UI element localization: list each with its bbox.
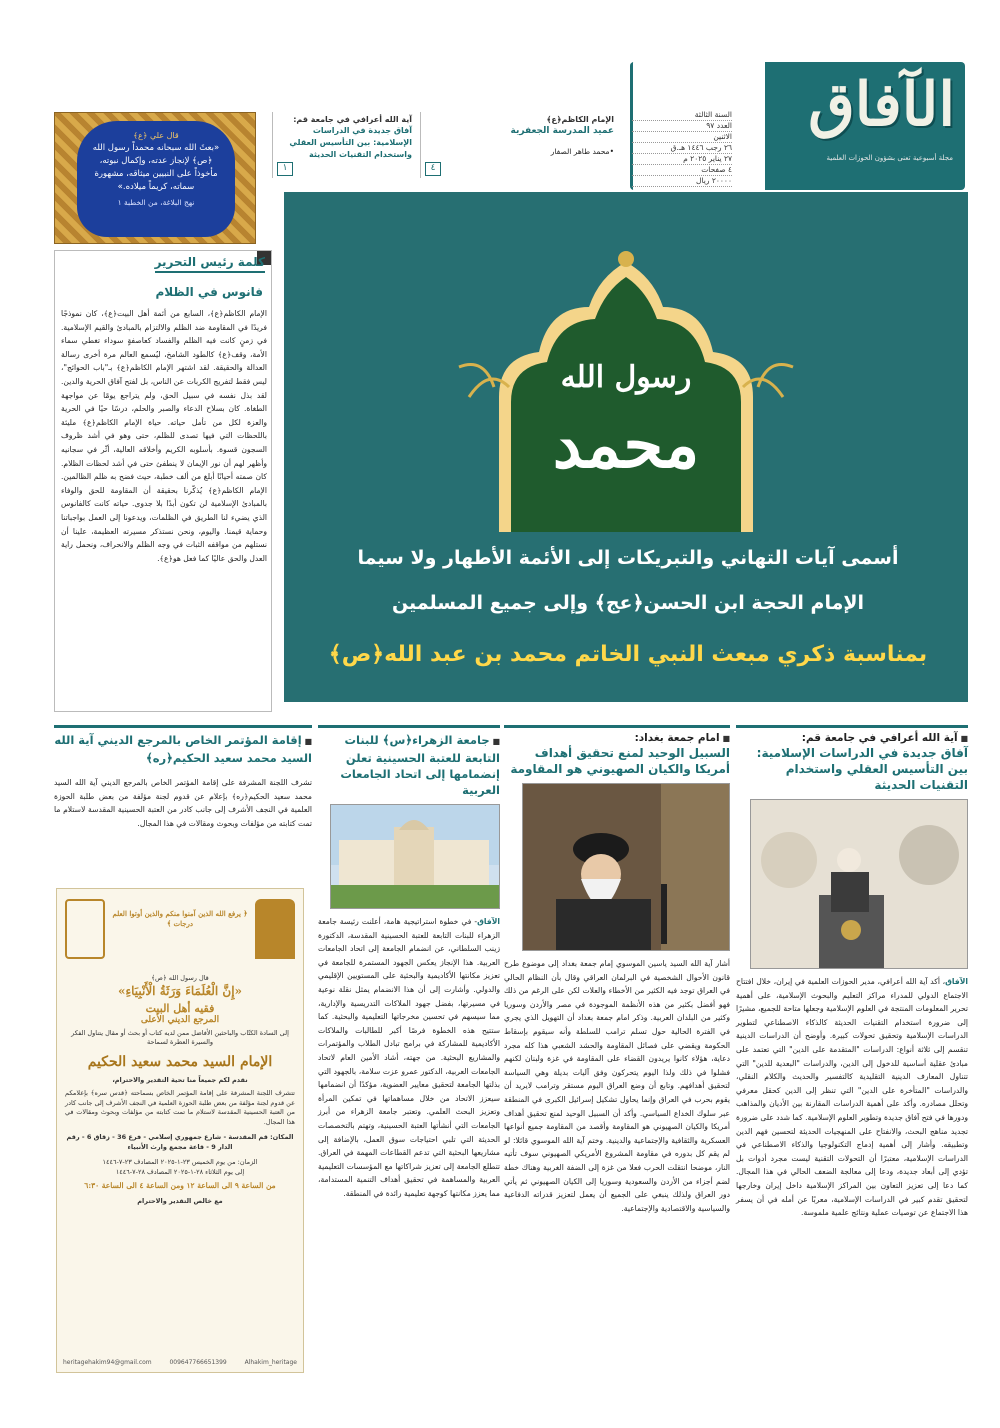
heritage-logo-icon (65, 899, 105, 959)
editorial-title: فانوس في الظلام (155, 285, 263, 299)
invitation-hadith-intro: قال رسول الله ﴿ص﴾ (151, 974, 209, 982)
article-body (318, 915, 500, 1200)
emblem-right (899, 825, 959, 885)
hero-banner (284, 192, 968, 702)
hero-line-1: أسمى آيات التهاني والتبريكات إلى الأئمة الأطهار ولا سيما (357, 547, 899, 569)
calligraphy-rasul: رسول الله (560, 360, 692, 395)
invitation-place: المكان: قم المقدسة - شارع جمهوري إسلامي - فرع 36 - زقاق 6 - رقم الدار 9 - قاعة مجمع وارث الأنبياء (66, 1133, 294, 1151)
invitation-name: الإمام السيد محمد سعيد الحكيم (87, 1053, 273, 1070)
teaser-page-number: ١ (277, 162, 293, 176)
arch-top-ornament (618, 251, 634, 267)
invitation-respect: نقدم لكم جميعاً منا تحية التقدير والاحترام، (112, 1075, 248, 1084)
article-text: ، أكد آية الله أعرافي، مدير الحوزات العلمية في إيران، خلال افتتاح الاجتماع الدولي للمدراء مراكز التعليم والبحوث الإسلامية، على أهمية تحرير المعلومات المنتجة في العلوم الإسلامية وجعلها متاحة للجميع، مشيرًا إلى ضرورة استخدام التقنيات الحديثة كالذكاء الاصطناعي لتطوير الدراسات الإسلامية وتحقيق تحولات كبيرة. وأوضح أن الدراسات الدينية تنقسم إلى ثلاثة أنواع: الدراسات "المتقدمة على الدين" التي تعتمد على مبادئ عقلية أساسية للدخول إلى الدين، والدراسات "البعدية للدين" التي تتناول المعارف الدينية التقليدية كالتفسير والحديث والكلام النقلي، والدراسات "المتأخرة على الدين" التي تنظر إلى الدين كحقل معرفي وتحلل مصادره. وأكد على أهمية الدراسات المقارنة بين الأديان والمذاهب ودورها في فتح آفاق جديدة وتطوير العلوم الإسلامية. كما شدد على ضرورة تجديد مناهج البحث، والانفتاح على المنهجيات الحديثة لتحسين فهم الدين وتطبيقه. وأشار إلى أهمية إدماج التكنولوجيا والذكاء الاصطناعي في الدراسات الإسلامية، معتبرًا أن التحولات التقنية ليست مجرد أدوات بل تؤدي إلى أبعاد جديدة، ودعا إلى معالجة الضعف الحالي في هذا المجال. كما دعا إلى تعزيز التعاون بين المراكز الإسلامية داخل إيران وخارجها لتحقيق تقدم كبير في الدراسات الإسلامية، معربًا عن أمله في أن يسفر هذا الاجتماع عن توصيات عملية ونتائج علمية ملموسة. (736, 977, 968, 1218)
contact-phone[interactable]: 009647766651399 (169, 1359, 227, 1366)
article-body (736, 975, 968, 1220)
invitation-verse: ﴿ يرفع الله الذين آمنوا منكم والذين أوتوا العلم درجات ﴾ (112, 909, 248, 928)
invitation-body: تتشرف اللجنة المشرفة على إقامة المؤتمر الخاص بسماحته ﴿قدس سره﴾ بإعلامكم عن قدوم لجنة مؤلفة من بعض طلبة الحوزة العلمية في النجف الأشرف إلى جانب كادر من العتبة الحسينية المقدسة لاستلام ما تمت كتابته من مؤلفات وبحوث ومقالات في هذا المجال. (65, 1089, 295, 1126)
article-kicker: ■ آية الله أعرافي في جامعة قم: (736, 732, 968, 744)
baghdad-photo-art (522, 784, 729, 951)
issue-line: العدد ٩٧ (632, 121, 732, 132)
issue-line: ٢٠٠٠٠ ريال (632, 176, 732, 187)
article-arafi (736, 725, 968, 1373)
baghdad-photo (522, 783, 730, 951)
invitation-title-2: المرجع الديني الأعلى (140, 1014, 220, 1025)
arafi-photo-art (750, 800, 967, 969)
speaker-head (837, 848, 861, 872)
invitation-hours: من الساعة ٩ الى الساعة ١٢ ومن الساعة ٤ الى الساعة ٦:٣٠ (84, 1181, 276, 1190)
quote-source: نهج البلاغة، من الخطبة ١ (117, 198, 195, 207)
editorial (54, 250, 272, 712)
bookshelf (661, 784, 729, 951)
invitation-line: إلى السادة الكتّاب والباحثين الأفاضل ممن لديه كتاب أو بحث أو مقال يتناول الفكر والسيرة العطرة لسماحة (71, 1028, 289, 1046)
teaser-title: آفاق جديدة في الدراسات الإسلامية: بين التأسيس العقلي واستخدام التقنيات الحديثة (289, 126, 412, 159)
invitation-date-2: إلى يوم الثلاثاء ٢٨-١-٢٠٢٥ المصادف ٢٨-٧-١٤٤٦ (115, 1167, 245, 1176)
teaser-author: •محمد طاهر الصفار (550, 147, 614, 156)
speaker-body (831, 872, 869, 912)
article-headline: آفاق جديدة في الدراسات الإسلامية: بين التأسيس العقلي واستخدام التقنيات الحديثة (756, 746, 968, 792)
invitation-closing: مع خالص التقدير والاحترام (137, 1196, 223, 1205)
invitation-date-1: الزمان: من يوم الخميس ٢٣-١-٢٠٢٥ المصادف ٢٣-٧-١٤٤٦ (102, 1158, 258, 1166)
calligraphy-arch (439, 247, 813, 537)
teaser-title: عميد المدرسة الجعفرية (510, 126, 614, 136)
masthead-logo: الآفاق (808, 70, 955, 140)
quote-speaker: قال علي ﴿ع﴾ (133, 131, 179, 140)
article-lead: الآفاق (945, 977, 968, 986)
robe (556, 899, 651, 951)
hero-line-3: بمناسبة ذكري مبعث النبي الخاتم محمد بن عبد الله﴿ص﴾ (328, 642, 928, 667)
contact-social[interactable]: Alhakim_heritage (244, 1359, 297, 1366)
hero-line-2: الإمام الحجة ابن الحسن﴿عج﴾ وإلى جميع المسلمين (391, 592, 865, 614)
article-body: تشرف اللجنة المشرفة على إقامة المؤتمر الخاص بالمرجع الديني آية الله السيد محمد سعيد الحكيم﴿ره﴾ بإعلام عن قدوم لجنة مؤلفة من بعض طلبة الحوزة العلمية في النجف الأشرف إلى جانب كادر من العتبة الحسينية المقدسة لاستلام ما تمت كتابته من مؤلفات وبحوث ومقالات في هذا المجال. (54, 778, 312, 828)
issue-info (632, 110, 732, 187)
teaser-arafi[interactable] (272, 112, 418, 178)
masthead-tagline: مجلة أسبوعية تعنى بشؤون الحوزات العلمية (826, 154, 953, 162)
microphone (661, 884, 667, 944)
shrine-logo-icon (255, 899, 295, 959)
contact-email[interactable]: heritagehakim94@gmail.com (63, 1359, 152, 1366)
article-baghdad (504, 725, 730, 1373)
editorial-body: الإمام الكاظم﴿ع﴾، السابع من أئمة أهل البيت﴿ع﴾، كان نموذجًا فريدًا في المقاومة ضد الظلم والالتزام بالمبادئ والقيم الإسلامية. في زمنٍ كانت فيه الظلم والفساد كعاصفةٍ سوداء تغطي سماء الأمة، وقف﴿ع﴾ كالطود الشامخ، ليُسمع العالم مرة أخرى رسالة العدالة والحقيقة. لقد اشتهر الإمام الكاظم﴿ع﴾ بـ"باب الحوائج"، ليس فقط لتفريج الكربات عن الناس، بل لفتح آفاق الحرية والدين. لقد بذل نفسه في سبيل الحق، ولم يتراجع يومًا عن مواجهة الطغاة. كان بسلاح الدعاء والصبر والحلم، درسًا حيًا في الحرية والعزة لكل من تأمل حياته. حياة الإمام الكاظم﴿ع﴾ مليئة باللحظات التي فيها تصدى للظلم، حتى وهو في أشد ظروف السجون قسوة. بأسلوبه الكريم وأخلاقه العالية، أثّر في سجانيه وأظهر لهم أن نور الإيمان لا ينطفئ حتى في أشد لحظات الظلام. كان صمته أحيانًا أبلغ من ألف خطبة، حيث فضح به ظلم الظالمين. الإمام الكاظم﴿ع﴾ يُذكّرنا بحقيقة أن المقاومة للحق والوفاء بالمبادئ الإسلامية لن تكون أبدًا بلا جدوى. حياته كانت كالفانوس الذي يضيء لنا الطريق في الظلمات، ويدعونا إلى العمل بواجباتنا وحماية قيمنا. واليوم، ونحن نستذكر مسيرته العظيمة، علينا أن نستلهم من مواقفه الثبات في وجه الظلم والانحراف، ونحمل راية العدل والحق عاليًا كما فعل هو﴿ع﴾. (61, 309, 267, 563)
issue-line: ٢٧ يناير ٢٠٢٥ م (632, 154, 732, 165)
invitation-hadith: «إِنَّ الْعُلَمَاءَ وَرَثَةُ الْأَنْبِيَاءِ» (117, 983, 243, 998)
quote-panel (77, 121, 235, 237)
teaser-kicker: الإمام الكاظم﴿ع﴾ (546, 115, 614, 124)
quote-box (54, 112, 256, 244)
article-headline: السبيل الوحيد لمنع تحقيق أهداف أمريكا والكيان الصهيوني هو المقاومة (510, 746, 730, 776)
podium-seal (841, 920, 861, 940)
building-center (394, 827, 434, 885)
article-kicker: ■ إقامة المؤتمر الخاص بالمرجع الديني آية الله السيد محمد سعيد الحكيم﴿ره﴾ (54, 732, 312, 766)
teaser-page-number: ٤ (425, 162, 441, 176)
issue-line: السنة الثالثة (632, 110, 732, 121)
issue-line: الاثنين (632, 132, 732, 143)
article-lead: الآفاق (477, 917, 500, 926)
arch-green-panel (511, 277, 741, 532)
arafi-photo (750, 799, 968, 969)
article-zahra (318, 725, 500, 1373)
teaser-kazim[interactable] (420, 112, 620, 178)
emblem-left (761, 832, 817, 888)
invitation-title-1: فقيه أهل البيت (145, 1001, 215, 1015)
issue-line: ٤ صفحات (632, 165, 732, 176)
article-kicker: ■ امام جمعة بغداد: (504, 732, 730, 744)
conference-invitation (56, 888, 304, 1373)
zahra-photo (330, 804, 500, 909)
issue-line: ٢٦ رجب ١٤٤٦ هـ.ق (632, 143, 732, 154)
editorial-section: كلمة رئيس التحرير (155, 255, 265, 273)
article-body: أشار آية الله السيد ياسين الموسوي إمام جمعة بغداد إلى موضوع طرح قانون الأحوال الشخصية في البرلمان العراقي وقال بأن النظام الحالي في العراق توجد فيه الكثير من الأخطاء والعلات لكن على الرغم من ذلك فهو أفضل بكثير من هذه الأنظمة الموجودة في مصر والأردن وسوريا وكثير من البلدان العربية. وذكر امام جمعة بغداد أن التهويل الذي يجري في الفترة الحالية حول تسلم ترامب للسلطة وأنه سيقوم بإسقاط الحكومة ويقضي على فصائل المقاومة والحشد الشعبي هذا كله مجرد دعاية، هؤلاء كانوا يريدون القضاء على المقاومة في غزة ولبنان لكنهم فشلوا في ذلك ولذا اليوم يتحركون وفق آليات بديلة وهي السياسة لتحقيق أهدافهم. وتابع أن وضع العراق اليوم مستقر وترامب لايريد أن يقوم بحرب في العراق وإنما يحاول تشكيل إسرائيل الكبرى في المنطقة عبر سلوك الخداع السياسي. وأكد أن السبيل الوحيد لمنع تحقيق أهداف أمريكا والكيان الصهيوني هو المقاومة وأقصد من المقاومة جميع أنواعها العسكرية والثقافية والإجتماعية والدينية. وختم آية الله الموسوي قائلا: لو لم يقم كل بدوره في مقاومة المشروع الأمريكي الصهيوني سوف تأتيه النار، موضحا انتقلت الحرب فعلا من غزة إلى الضفة الغربية وهناك خطة لضم أجزاء من الأردن والسعودية وسوريا إلى الكيان الصهيوني ثم يأتي دور العراق ولذلك ينبغي على الجميع أن يعمل لتعزيز قدراته الدفاعية والسياسية والاقتصادية والإجتماعية. (504, 959, 730, 1213)
quote-text: «بعثَ الله سبحانه محمداً رسول الله ﴿ص﴾ لإنجاز عدته، وإكمال نبوته، مأخوذاً على النبيين ميثاقه، مشهورة سماته، كريماً ميلاده.» (92, 143, 220, 192)
article-kicker: ■ جامعة الزهراء﴿س﴾ للبنات التابعة للعتبة الحسينية تعلن إنضمامها إلى اتحاد الجامعات العربية (318, 732, 500, 798)
teaser-kicker: آية الله أعرافي في جامعة قم: (293, 115, 412, 124)
calligraphy-muhammad: محمد (552, 408, 700, 483)
lawn (330, 885, 499, 909)
article-text: - في خطوة استراتيجية هامة، أعلنت رئيسة جامعة الزهراء للبنات التابعة للعتبة الحسينية المقدسة، الدكتورة زينب السلطاني، عن انضمام الجامعة إلى اتحاد الجامعات العربية. هذا الإنجاز يعكس الجهود المستمرة للجامعة في تعزيز مكانتها الأكاديمية والبحثية على المستويين الإقليمي والدولي. وأشارت إلى أن هذا الانضمام يمثل نقلة نوعية في مسيرتها، بفضل جهود الملاكات التدريسية والإدارية، مما سيسهم في تحسين مخرجاتها التعليمية والبحثية. كما ستتيح هذه الخطوة فرصًا أكبر للطالبات والملاكات الأكاديمية للمشاركة في برامج تبادل الطلاب والمؤتمرات والمشاريع البحثية. من جهته، أشاد الأمين العام لاتحاد الجامعات العربية، الدكتور عمرو عزت سلامة، بالجهود التي بذلتها الجامعة لتحقيق معايير العضوية، مؤكدًا أن انضمامها سيعزز الاتحاد من خلال مساهماتها في تمكين المرأة وتعزيز البحث العلمي. وتعتبر جامعة الزهراء من أبرز الجامعات التي أنشأتها العتبة الحسينية، وتهتم بالتخصصات الحديثة التي تلبي احتياجات سوق العمل، بالإضافة إلى مشاريعها البحثية التي تدعم القطاعات المهمة في العراق. تتطلع الجامعة إلى تعزيز شراكاتها مع المؤسسات التعليمية العربية والمساهمة في تحقيق أهداف التنمية المستدامة، مما يعزز مكانتها كوجهة تعليمية رائدة في المنطقة. (318, 917, 500, 1198)
invitation-contacts (63, 1359, 297, 1366)
zahra-photo-art (330, 805, 499, 909)
